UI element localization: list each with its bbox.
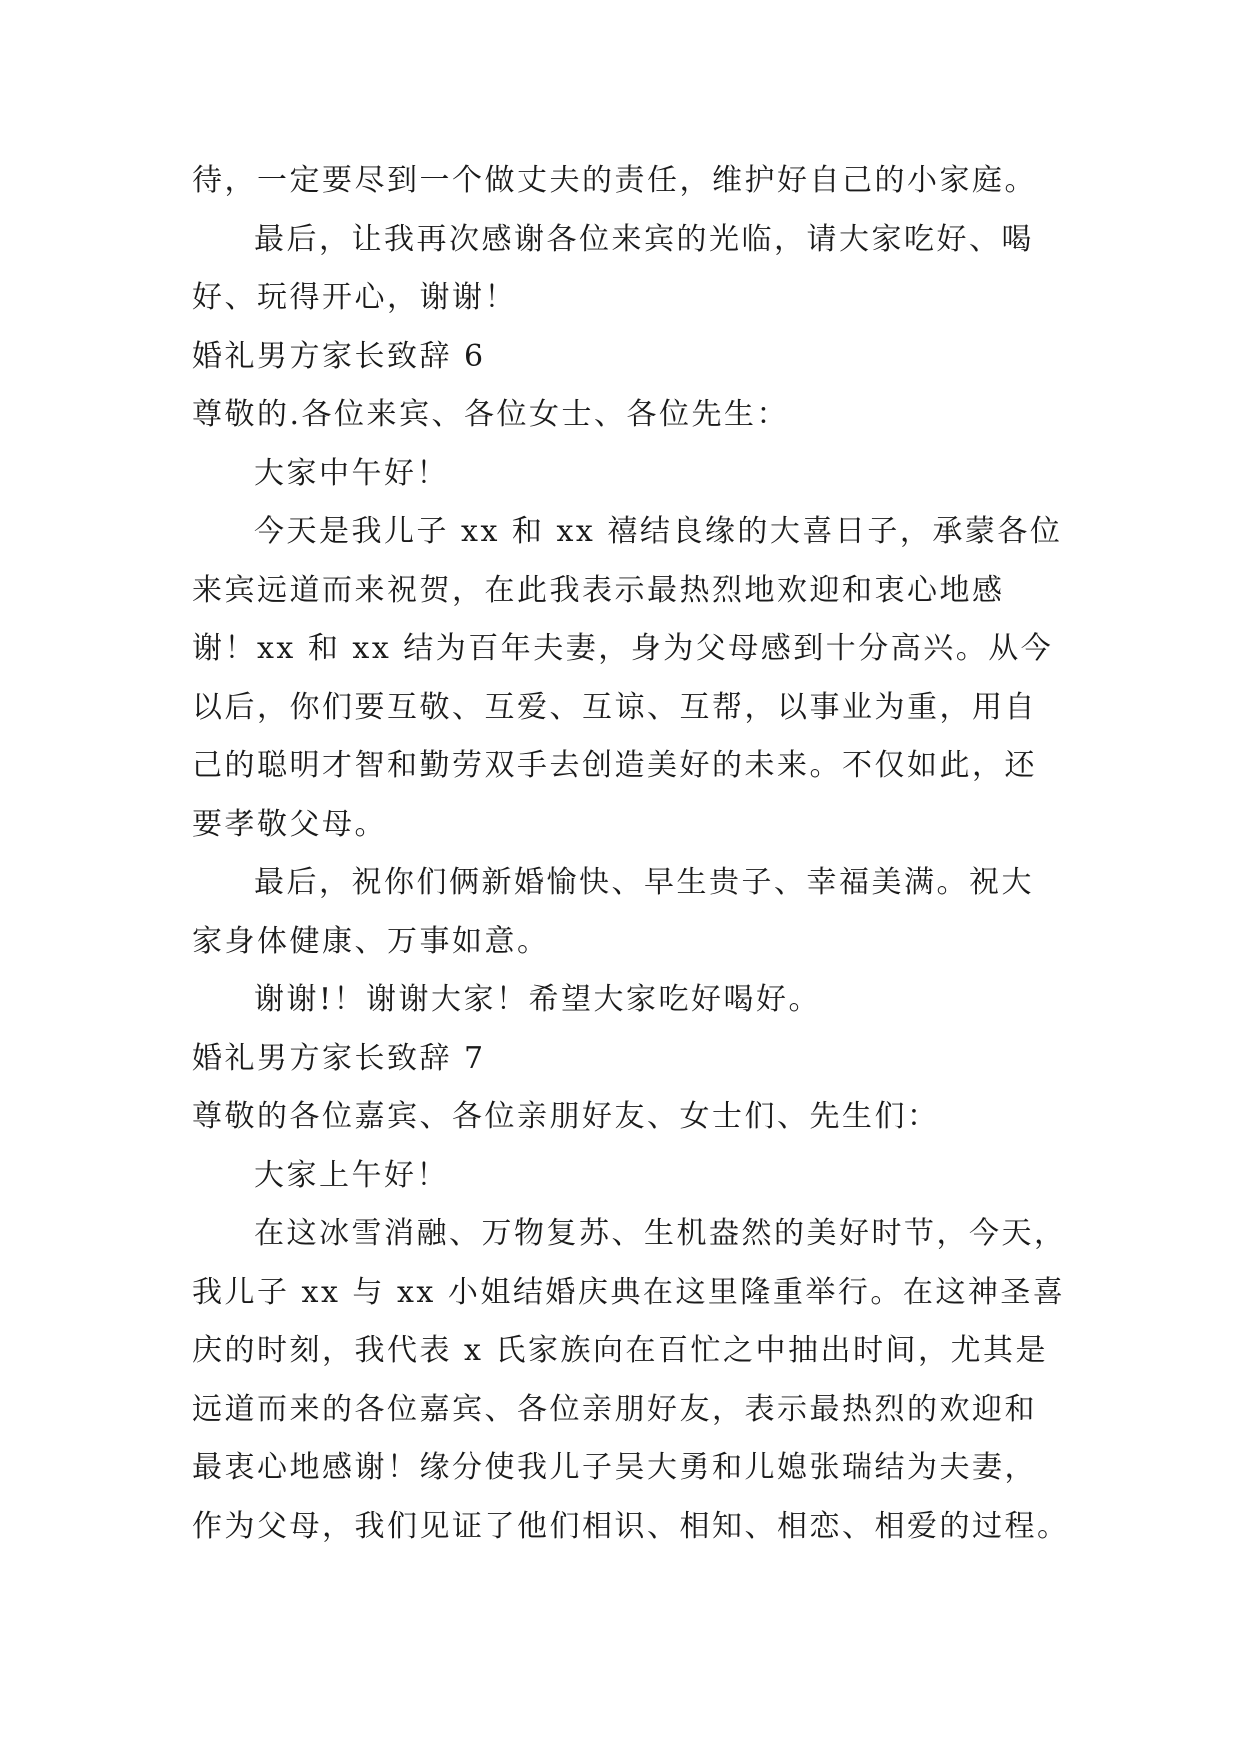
- section-heading: 婚礼男方家长致辞 6: [192, 338, 486, 374]
- section-heading: 婚礼男方家长致辞 7: [192, 1040, 486, 1076]
- text-line: 远道而来的各位嘉宾、各位亲朋好友，表示最热烈的欢迎和: [192, 1391, 1037, 1427]
- text-line: 最衷心地感谢！缘分使我儿子吴大勇和儿媳张瑞结为夫妻，: [192, 1450, 1037, 1485]
- text-line: 我儿子 xx 与 xx 小姐结婚庆典在这里隆重举行。在这神圣喜: [192, 1274, 1066, 1310]
- document-page: [192, 152, 1070, 1556]
- text-line: 今天是我儿子 xx 和 xx 禧结良缘的大喜日子，承蒙各位: [254, 514, 1063, 549]
- text-line: 待，一定要尽到一个做丈夫的责任，维护好自己的小家庭。: [192, 163, 1037, 198]
- text-line: 最后，祝你们俩新婚愉快、早生贵子、幸福美满。祝大: [254, 865, 1034, 900]
- text-line: 作为父母，我们见证了他们相识、相知、相恋、相爱的过程。: [192, 1508, 1070, 1544]
- text-line: 家身体健康、万事如意。: [192, 923, 550, 959]
- text-line: 庆的时刻，我代表 x 氏家族向在百忙之中抽出时间，尤其是: [192, 1333, 1048, 1368]
- text-line: 以后，你们要互敬、互爱、互谅、互帮，以事业为重，用自: [192, 689, 1037, 725]
- text-line: 谢谢!！谢谢大家！希望大家吃好喝好。: [254, 982, 822, 1017]
- text-line: 要孝敬父母。: [192, 806, 387, 842]
- text-line: 最后，让我再次感谢各位来宾的光临，请大家吃好、喝: [254, 221, 1034, 257]
- salutation: 尊敬的各位嘉宾、各位亲朋好友、女士们、先生们：: [192, 1099, 940, 1134]
- text-line: 己的聪明才智和勤劳双手去创造美好的未来。不仅如此，还: [192, 748, 1037, 783]
- text-line: 好、玩得开心，谢谢！: [192, 280, 517, 315]
- text-line: 在这冰雪消融、万物复苏、生机盎然的美好时节，今天，: [254, 1216, 1067, 1251]
- greeting: 大家上午好！: [254, 1157, 449, 1193]
- greeting: 大家中午好！: [254, 455, 449, 491]
- text-line: 谢！xx 和 xx 结为百年夫妻，身为父母感到十分高兴。从今: [192, 631, 1054, 666]
- text-line: 来宾远道而来祝贺，在此我表示最热烈地欢迎和衷心地感: [192, 572, 1005, 608]
- salutation: 尊敬的.各位来宾、各位女士、各位先生：: [192, 397, 790, 432]
